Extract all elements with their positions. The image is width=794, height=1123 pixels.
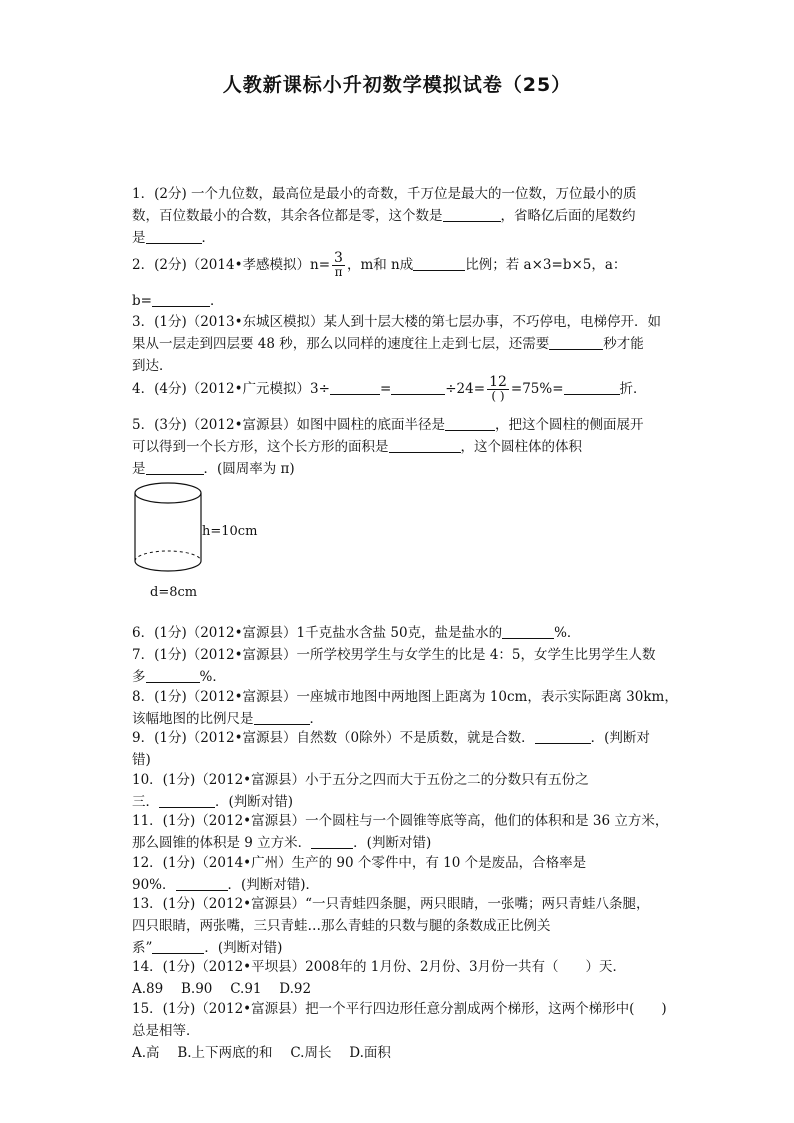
answer-blank[interactable] [445,416,495,431]
answer-blank[interactable] [176,876,228,891]
answer-blank[interactable] [413,256,465,271]
q10-line2: 三． ．(判断对错) [132,794,294,810]
answer-blank[interactable] [391,380,445,395]
answer-blank[interactable] [146,460,204,475]
answer-blank[interactable] [146,668,200,683]
question-5 [132,414,672,480]
cylinder-top [135,483,201,503]
q11-line2: 那么圆锥的体积是 9 立方米． ．(判断对错) [132,835,432,851]
q3-line2: 果从一层走到四层要 48 秒，那么以同样的速度往上走到七层，还需要 秒才能 [132,336,644,352]
q2-line1: 2．(2分)（2014•孝感模拟）n= $\frac{3}{\pi}$ ，m和 n成 比例；若 a×3=b×5，a： [132,250,627,279]
q1-line1: 1．(2分) 一个九位数，最高位是最小的奇数，千万位是最大的一位数，万位最小的质 [132,186,637,202]
question-8 [132,686,678,730]
q9-line2: 错) [132,752,151,768]
q15-line2: 总是相等． [132,1023,200,1039]
question-7 [132,644,672,688]
q1-line2: 数，百位数最小的合数，其余各位都是零，这个数是 ，省略亿后面的尾数约 [132,208,636,224]
q5-line3: 是 ．(圆周率为 π) [132,461,295,477]
q7-line1: 7．(1分)（2012•富源县）一所学校男学生与女学生的比是 4：5，女学生比男学生人数 [132,647,656,663]
answer-blank[interactable] [443,207,501,222]
question-14 [132,956,672,1000]
question-13 [132,893,672,959]
q15-line1: 15．(1分)（2012•富源县）把一个平行四边形任意分割成两个梯形，这两个梯形中( ) [132,1001,667,1017]
question-11 [132,810,672,854]
answer-blank[interactable] [152,292,210,307]
answer-blank[interactable] [564,380,620,395]
q14-options: A.89 B.90 C.91 D.92 [132,981,312,997]
answer-blank[interactable] [549,335,603,350]
question-15 [132,998,672,1064]
q12-line2: 90%． ．(判断对错)． [132,877,320,893]
q11-line1: 11．(1分)（2012•富源县）一个圆柱与一个圆锥等底等高，他们的体积和是 36 立方米， [132,813,669,829]
q5-line2: 可以得到一个长方形，这个长方形的面积是 ，这个圆柱体的体积 [132,439,582,455]
question-6: 6．(1分)（2012•富源县）1千克盐水含盐 50克，盐是盐水的 %． [132,625,581,641]
q8-line1: 8．(1分)（2012•富源县）一座城市地图中两地图上距离为 10cm，表示实际距离 30km， [132,689,678,705]
question-12 [132,852,672,896]
q7-line2: 多 %． [132,669,226,685]
q3-line1: 3．(1分)（2013•东城区模拟）某人到十层大楼的第七层办事，不巧停电，电梯停开．如 [132,314,662,330]
q10-line1: 10．(1分)（2012•富源县）小于五分之四而大于五份之二的分数只有五份之 [132,772,589,788]
q13-line3: 系” ．(判断对错) [132,940,283,956]
question-9 [132,727,672,771]
answer-blank[interactable] [389,438,461,453]
q13-line1: 13．(1分)（2012•富源县）“一只青蛙四条腿，两只眼睛，一张嘴；两只青蛙八条腿， [132,896,650,912]
fraction: $\frac{12}{( )}$ [489,374,507,403]
answer-blank[interactable] [502,624,554,639]
q13-line2: 四只眼睛，两张嘴，三只青蛙…那么青蛙的只数与腿的条数成正比例关 [132,918,551,934]
q5-line1: 5．(3分)（2012•富源县）如图中圆柱的底面半径是 ，把这个圆柱的侧面展开 [132,417,644,433]
answer-blank[interactable] [330,380,380,395]
q15-options: A.高 B.上下两底的和 C.周长 D.面积 [132,1045,391,1061]
question-2 [132,252,672,279]
answer-blank[interactable] [152,939,204,954]
answer-blank[interactable] [254,710,310,725]
q8-line2: 该幅地图的比例尺是 ． [132,711,323,727]
fraction: $\frac{3}{\pi}$ [334,250,343,279]
cylinder-bottom-back [135,551,201,561]
q9-line1: 9．(1分)（2012•富源县）自然数（0除外）不是质数，就是合数． ．(判断对 [132,730,650,746]
q14-line1: 14．(1分)（2012•平坝县）2008年的 1月份、2月份、3月份一共有（ ）天． [132,959,627,975]
q12-line1: 12．(1分)（2014•广州）生产的 90 个零件中，有 10 个是废品，合格率是 [132,855,587,871]
q3-line3: 到达． [132,358,173,374]
page-title: 人教新课标小升初数学模拟试卷（25） [222,74,572,96]
diameter-label: d=8cm [150,585,198,600]
question-1 [132,183,672,249]
cylinder-bottom-front [135,561,201,571]
question-4: 4．(4分)（2012•广元模拟）3÷ = ÷24= $\frac{12}{( )}$ =75%= 折． [132,374,647,403]
question-3 [132,311,672,377]
question-10 [132,769,672,813]
answer-blank[interactable] [311,834,353,849]
answer-blank[interactable] [535,729,591,744]
question-2-line2: b= ． [132,293,224,309]
answer-blank[interactable] [146,229,202,244]
answer-blank[interactable] [159,793,215,808]
height-label: h=10cm [202,524,258,539]
q1-line3: 是 ． [132,230,215,246]
